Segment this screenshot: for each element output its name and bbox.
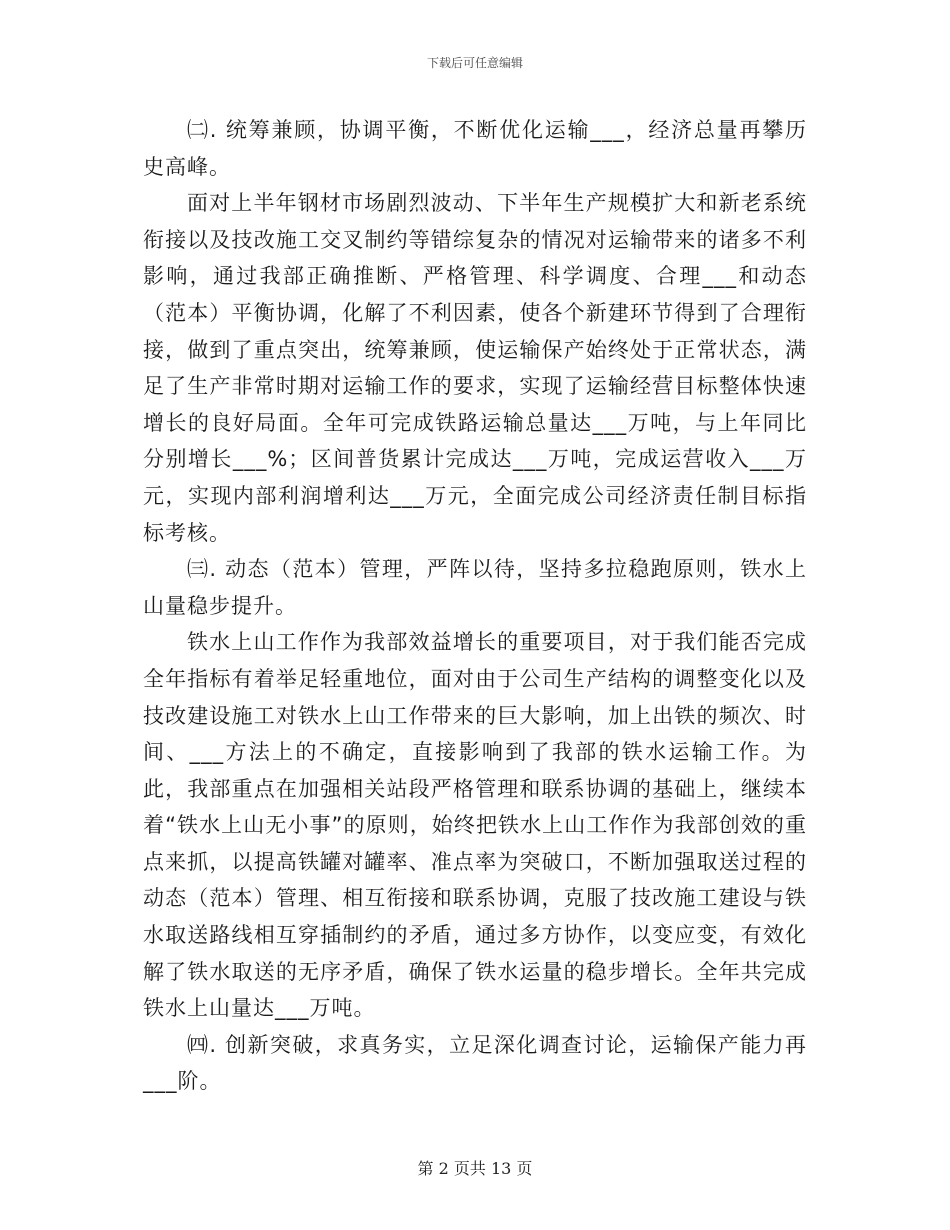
paragraph-molten-iron-transport: 铁水上山工作作为我部效益增长的重要项目，对于我们能否完成全年指标有着举足轻重地位，面对由于公司生产结构的调整变化以及技改建设施工对铁水上山工作带来的巨大影响，加上出铁的频次、时间、___方法上的不确定，直接影响到了我部的铁水运输工作。为此，我部重点在加强相关站段严格管理和联系协调的基础上，继续本着“铁水上山无小事”的原则，始终把铁水上山工作作为我部创效的重点来抓，以提高铁罐对罐率、准点率为突破口，不断加强取送过程的动态（范本）管理、相互衔接和联系协调，克服了技改施工建设与铁水取送路线相互穿插制约的矛盾，通过多方协作，以变应变，有效化解了铁水取送的无序矛盾，确保了铁水运量的稳步增长。全年共完成铁水上山量达___万吨。 <box>143 630 807 1021</box>
paragraph-transport-overview: 面对上半年钢材市场剧烈波动、下半年生产规模扩大和新老系统衔接以及技改施工交叉制约等错综复杂的情况对运输带来的诸多不利影响，通过我部正确推断、严格管理、科学调度、合理___和动态（范本）平衡协调，化解了不利因素，使各个新建环节得到了合理衔接，做到了重点突出，统筹兼顾，使运输保产始终处于正常状态，满足了生产非常时期对运输工作的要求，实现了运输经营目标整体快速增长的良好局面。全年可完成铁路运输总量达___万吨，与上年同比分别增长___%；区间普货累计完成达___万吨，完成运营收入___万元，实现内部利润增利达___万元，全面完成公司经济责任制目标指标考核。 <box>143 191 807 545</box>
paragraph-section-3-heading: ㈢. 动态（范本）管理，严阵以待，坚持多拉稳跑原则，铁水上山量稳步提升。 <box>143 557 807 618</box>
paragraph-section-4-heading: ㈣. 创新突破，求真务实，立足深化调查讨论，运输保产能力再___阶。 <box>143 1032 807 1094</box>
paragraph-section-2-heading: ㈡. 统筹兼顾，协调平衡，不断优化运输___，经济总量再攀历史高峰。 <box>143 118 807 179</box>
page-footer: 第 2 页共 13 页 <box>417 1159 533 1178</box>
page-header: 下载后可任意编辑 <box>426 56 523 70</box>
document-body <box>143 112 807 1100</box>
